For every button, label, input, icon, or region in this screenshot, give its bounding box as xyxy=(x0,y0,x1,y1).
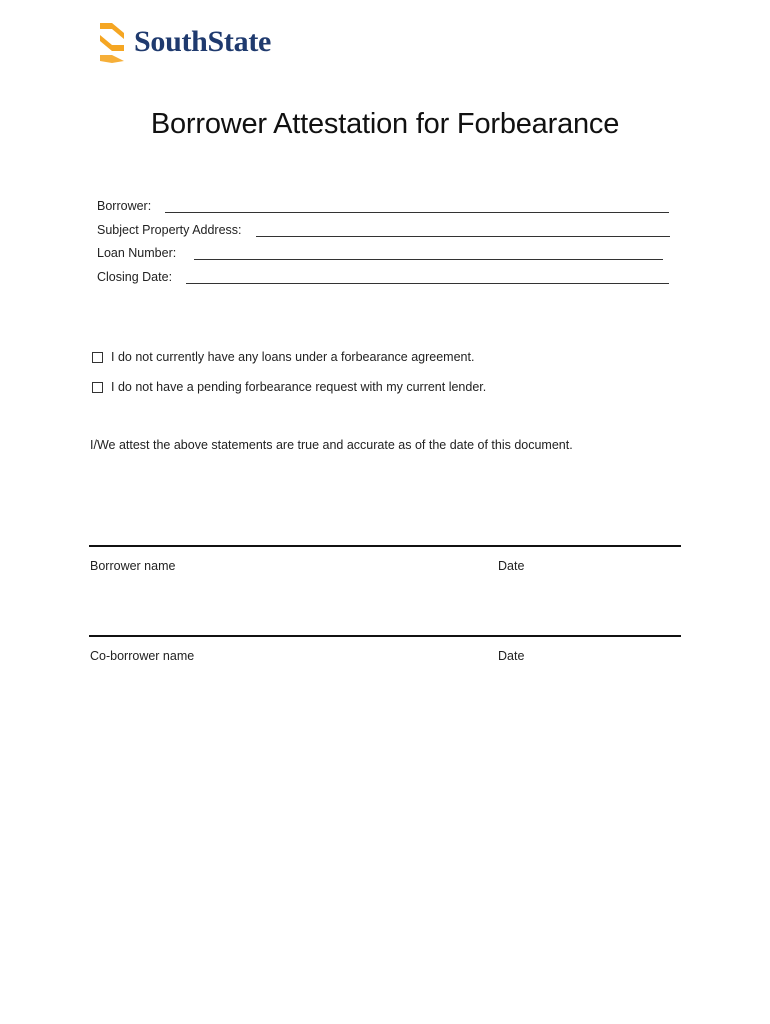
borrower-date-label: Date xyxy=(498,559,525,573)
subject-property-address-label: Subject Property Address: xyxy=(97,223,242,237)
checkbox-icon[interactable] xyxy=(92,352,103,363)
co-borrower-name-label: Co-borrower name xyxy=(90,649,195,663)
co-borrower-date-label: Date xyxy=(498,649,525,663)
borrower-name-label: Borrower name xyxy=(90,559,176,573)
checkbox-label: I do not currently have any loans under a forbearance agreement. xyxy=(111,350,475,364)
borrower-signature-line[interactable] xyxy=(89,545,681,547)
borrower-label: Borrower: xyxy=(97,199,152,213)
subject-property-address-line[interactable] xyxy=(256,224,670,237)
page-title: Borrower Attestation for Forbearance xyxy=(150,108,620,140)
co-borrower-signature-line[interactable] xyxy=(89,635,681,637)
logo-text: SouthState xyxy=(134,25,272,58)
attestation-statement: I/We attest the above statements are true and accurate as of the date of this document. xyxy=(90,438,573,452)
borrower-field[interactable] xyxy=(97,197,669,213)
closing-date-label: Closing Date: xyxy=(97,270,173,284)
loan-number-label: Loan Number: xyxy=(97,246,177,260)
closing-date-field[interactable] xyxy=(97,268,669,284)
no-pending-request-checkbox[interactable] xyxy=(92,380,486,394)
borrower-line[interactable] xyxy=(165,200,669,213)
checkbox-label: I do not have a pending forbearance request with my current lender. xyxy=(111,380,487,394)
checkbox-icon[interactable] xyxy=(92,382,103,393)
logo-mark-icon xyxy=(96,19,128,65)
subject-property-address-field[interactable] xyxy=(97,221,670,237)
closing-date-line[interactable] xyxy=(186,271,669,284)
loan-number-line[interactable] xyxy=(194,247,663,260)
southstate-logo xyxy=(96,19,271,65)
no-forbearance-loans-checkbox[interactable] xyxy=(92,350,474,364)
loan-number-field[interactable] xyxy=(97,244,663,260)
